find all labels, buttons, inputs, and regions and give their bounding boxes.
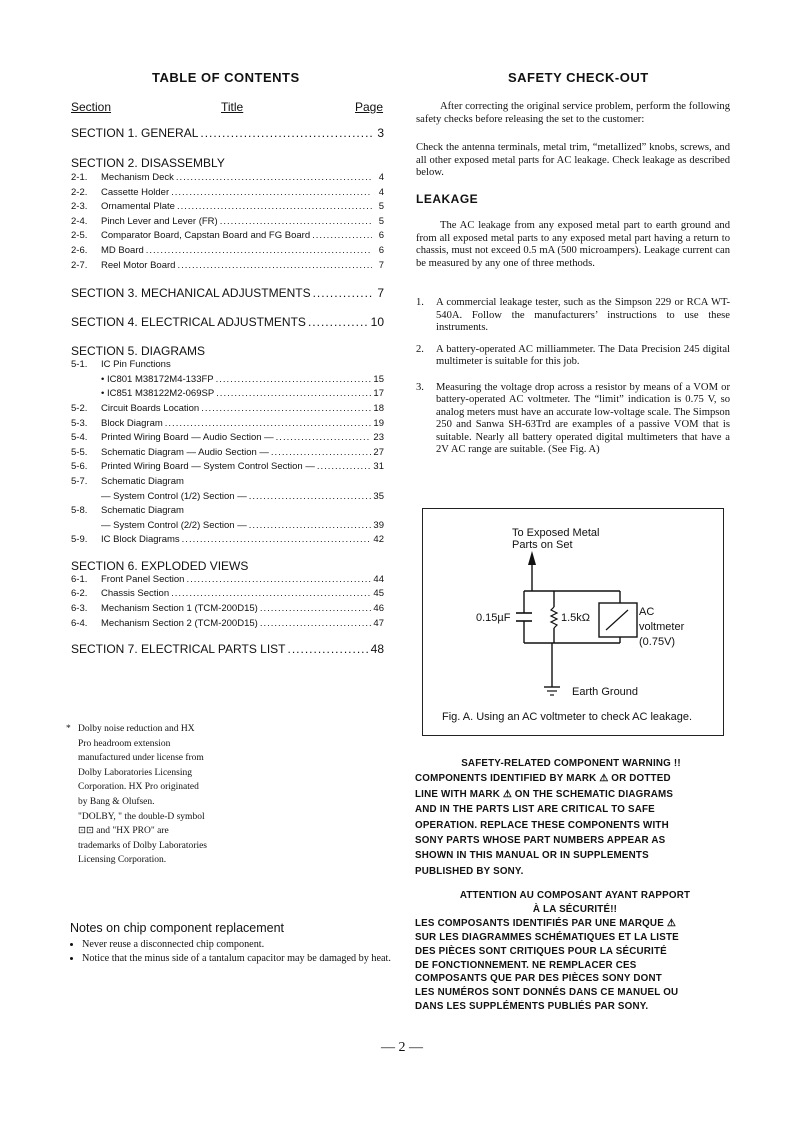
meter-label: AC voltmeter (0.75V) (639, 606, 685, 648)
toc-item[interactable]: 2-1. Mechanism Deck ..... 4 (71, 172, 384, 187)
leakage-title: LEAKAGE (416, 192, 479, 206)
safety-intro: After correcting the original service problem, perform the following safety checks before releasing the set to the customer: (416, 101, 730, 125)
toc-item[interactable]: 5-6. Printed Wiring Board — System Control Section — ..... 31 (71, 461, 384, 476)
toc-col-page: Page (355, 100, 384, 114)
method-item: 2. A battery-operated AC milliammeter. The Data Precision 245 digital multimeter is suitable for this job. (416, 343, 730, 367)
toc-subitems (71, 359, 384, 549)
toc-section-label: SECTION 7. ELECTRICAL PARTS LIST (71, 642, 286, 657)
toc-section (71, 559, 384, 574)
toc-item[interactable]: — System Control (2/2) Section — ..... 39 (71, 520, 384, 535)
warning-fr-title2: À LA SÉCURITÉ!! (532, 903, 618, 915)
toc-section[interactable] (71, 315, 384, 344)
toc-item: 5-7. Schematic Diagram (71, 475, 184, 487)
toc-title: TABLE OF CONTENTS (152, 70, 300, 85)
toc-subitems (71, 172, 384, 274)
toc-item[interactable]: 2-7. Reel Motor Board ..... 7 (71, 260, 384, 275)
toc-section-label: SECTION 5. DIAGRAMS (71, 344, 206, 359)
toc-section-label: SECTION 1. GENERAL (71, 126, 199, 140)
figure-a (422, 508, 724, 736)
safety-warning-fr: ATTENTION AU COMPOSANT AYANT RAPPORT À LA SÉCURITÉ!! LES COMPOSANTS IDENTIFIÉS PAR UNE MARQUE ⚠ SUR LES DIAGRAMMES SCHÉMATIQUES ET LA LISTE DES PIÈCES SONT CRITIQUES POUR LA SÉCURITÉ DE FONCTIONNEMENT. NE REMPLACER CES COMPOSANTS QUE PAR DES PIÈCES SONY DONT LES NUMÉROS SONT DONNÉS DANS CE MANUEL OU DANS LES SUPPLÉMENTS PUBLIÉS PAR SONY. (415, 889, 735, 1014)
chip-note-item: • Notice that the minus side of a tantalum capacitor may be damaged by heat. (82, 952, 400, 966)
arrow-up-icon (528, 551, 536, 565)
toc-item[interactable]: 5-2. Circuit Boards Location ..... 18 (71, 403, 384, 418)
safety-title: SAFETY CHECK-OUT (508, 70, 649, 85)
toc-col-title: Title (221, 100, 244, 114)
toc-section-label: SECTION 2. DISASSEMBLY (71, 156, 225, 170)
method-item: 3. Measuring the voltage drop across a resistor by means of a VOM or battery-operated AC voltmeter. The “limit” indication is 0.75 V, so analog meters must have an accurate low-voltage scale. The Simpson 250 and Sanwa SH-63Trd are examples of a passive VOM that is suitable. Nearly all battery operated digital multimeters that have a 2V AC range are suitable. (See Fig. A) (416, 381, 730, 455)
dolby-note: Dolby noise reduction and HX Pro headroom extension manufactured under license from Dolby Laboratories Licensing Corporation. HX Pro originated by Bang & Olufsen. "DOLBY, " the double-D symbol ⊡⊡ and "HX PRO" are trademarks of Dolby Laboratories Licensing Corporation. (78, 724, 207, 866)
toc-item[interactable]: 2-3. Ornamental Plate ..... 5 (71, 201, 384, 216)
page-number: — 2 — (381, 1040, 423, 1055)
toc-item[interactable]: 6-4. Mechanism Section 2 (TCM-200D15) ..... 47 (71, 618, 384, 633)
toc-item: 5-8. Schematic Diagram (71, 505, 184, 517)
safety-warning-en: SAFETY-RELATED COMPONENT WARNING !! COMPONENTS IDENTIFIED BY MARK ⚠ OR DOTTED LINE WITH MARK ⚠ ON THE SCHEMATIC DIAGRAMS AND IN THE PARTS LIST ARE CRITICAL TO SAFE OPERATION. REPLACE THESE COMPONENTS WITH SONY PARTS WHOSE PART NUMBERS APPEAR AS SHOWN IN THIS MANUAL OR IN SUPPLEMENTS PUBLISHED BY SONY. (415, 756, 735, 879)
toc-col-section: Section (71, 100, 112, 114)
res-label: 1.5kΩ (561, 612, 591, 624)
methods-list (416, 297, 730, 457)
toc-item[interactable]: 6-2. Chassis Section ..... 45 (71, 588, 384, 603)
toc-item[interactable]: • IC851 M38122M2-069SP ..... 17 (71, 388, 384, 403)
toc-item[interactable]: 6-1. Front Panel Section ..... 44 (71, 574, 384, 589)
cap-label: 0.15µF (476, 612, 511, 624)
toc-item[interactable]: — System Control (1/2) Section — ..... 35 (71, 491, 384, 506)
ground-label: Earth Ground (572, 686, 639, 698)
toc-item[interactable]: • IC801 M38172M4-133FP ..... 15 (71, 374, 384, 389)
toc-subitems (71, 574, 384, 632)
toc-item[interactable]: 5-3. Block Diagram ..... 19 (71, 418, 384, 433)
toc-item[interactable]: 5-4. Printed Wiring Board — Audio Section — ..... 23 (71, 432, 384, 447)
safety-intro2: Check the antenna terminals, metal trim, “metallized” knobs, screws, and all other exposed metal parts for AC leakage. Check leakage as described below. (416, 142, 730, 178)
toc-item[interactable]: 2-4. Pinch Lever and Lever (FR) ..... 5 (71, 216, 384, 231)
toc-item: 5-1. IC Pin Functions (71, 359, 171, 371)
resistor-icon (551, 607, 557, 628)
toc-section (71, 156, 384, 172)
toc-item[interactable]: 5-9. IC Block Diagrams ..... 42 (71, 534, 384, 549)
toc-item[interactable]: 5-5. Schematic Diagram — Audio Section — ..... 27 (71, 447, 384, 462)
toc-item[interactable]: 2-5. Comparator Board, Capstan Board and FG Board ..... 6 (71, 230, 384, 245)
toc-section[interactable] (71, 642, 384, 658)
toc-section (71, 344, 384, 359)
toc-section-label: SECTION 3. MECHANICAL ADJUSTMENTS (71, 286, 311, 301)
toc-item[interactable]: 6-3. Mechanism Section 1 (TCM-200D15) ..... 46 (71, 603, 384, 618)
chip-note-item: • Never reuse a disconnected chip component. (82, 938, 400, 952)
toc-list (71, 126, 384, 658)
toc-section-page: 48 (370, 642, 384, 657)
warning-fr-title1: ATTENTION AU COMPOSANT AYANT RAPPORT (459, 890, 691, 901)
toc-section-page: 7 (377, 286, 384, 301)
toc-item[interactable]: 2-2. Cassette Holder ..... 4 (71, 187, 384, 202)
figure-label-top: To Exposed Metal Parts on Set (512, 527, 600, 551)
leakage-text: The AC leakage from any exposed metal part to earth ground and from all exposed metal parts to any exposed metal part having a return to chassis, must not exceed 0.5 mA (500 microampers). Leakage current can be measured by any one of three methods. (416, 220, 730, 269)
chip-notes-title: Notes on chip component replacement (70, 921, 285, 935)
method-item: 1. A commercial leakage tester, such as the Simpson 229 or RCA WT-540A. Follow the manufacturers’ instructions to use these instruments. (416, 297, 730, 333)
toc-section-page: 10 (370, 315, 384, 330)
toc-section-page: 3 (377, 126, 384, 140)
toc-section[interactable] (71, 126, 384, 156)
toc-section-label: SECTION 4. ELECTRICAL ADJUSTMENTS (71, 315, 306, 330)
figure-caption: Fig. A. Using an AC voltmeter to check AC leakage. (442, 711, 693, 723)
voltmeter-icon (599, 603, 637, 637)
chip-notes-list (70, 938, 400, 966)
dolby-asterisk: * (66, 724, 71, 734)
toc-section[interactable] (71, 286, 384, 315)
warning-en-title: SAFETY-RELATED COMPONENT WARNING !! (461, 758, 681, 769)
toc-item[interactable]: 2-6. MD Board ..... 6 (71, 245, 384, 260)
toc-section-label: SECTION 6. EXPLODED VIEWS (71, 558, 249, 573)
